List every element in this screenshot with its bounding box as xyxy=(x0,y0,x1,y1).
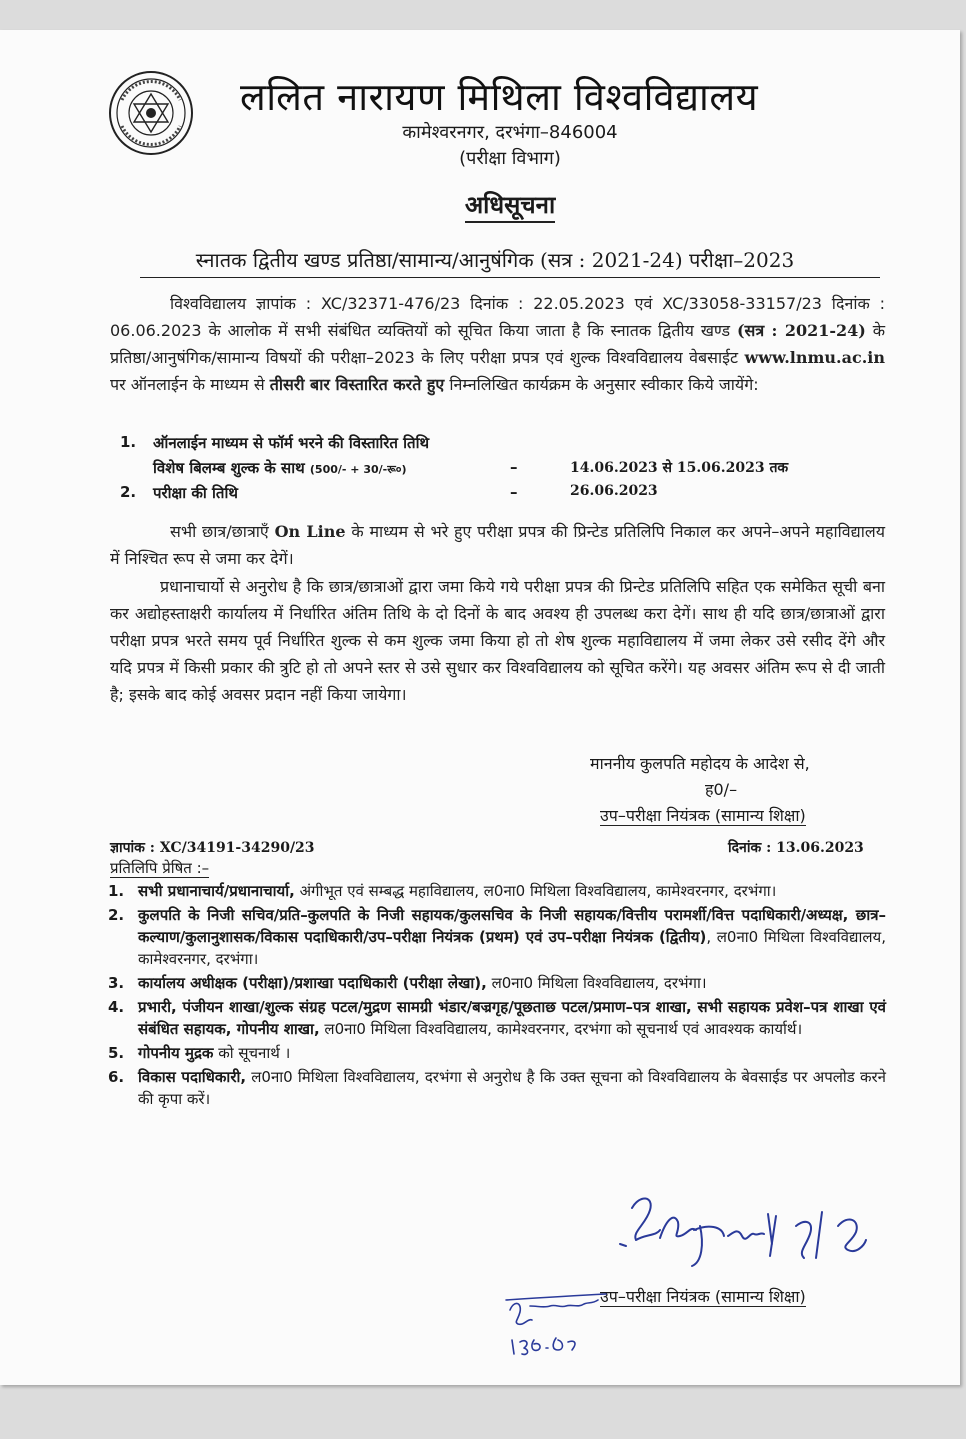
list-item: 4. प्रभारी, पंजीयन शाखा/शुल्क संग्रह पटल/मुद्रण सामग्री भंडार/बज्रगृह/पूछताछ पटल/प्रमाण–पत्र शाखा, सभी सहायक प्रवेश–पत्र शाखा एवं संबंधित सहायक, गोपनीय शाखा, ल0ना0 मिथिला विश्वविद्यालय, कामेश्वरनगर, दरभंगा को सूचनार्थ एवं आवश्यक कार्यार्थ। xyxy=(108,998,886,1038)
schedule-label-2: परीक्षा की तिथि xyxy=(153,484,238,502)
university-seal-icon xyxy=(108,70,194,156)
list-item: 2. कुलपति के निजी सचिव/प्रति–कुलपति के निजी सहायक/कुलसचिव के निजी सहायक/वित्तीय परामर्शी/वित्त पदाधिकारी/अध्यक्ष, छात्र–कल्याण/कुलानुशासक/विकास पदाधिकारी/उप–परीक्षा नियंत्रक (प्रथम) एवं उप–परीक्षा नियंत्रक (द्वितीय), ल0ना0 मिथिला विश्वविद्यालय, कामेश्वरनगर, दरभंगा। xyxy=(108,906,887,968)
schedule-label-1: ऑनलाईन माध्यम से फॉर्म भरने की विस्तारित तिथि xyxy=(153,434,430,452)
paragraph-1: विश्वविद्यालय ज्ञापांक : XC/32371-476/23 दिनांक : 22.05.2023 एवं XC/33058-33157/23 दिनांक : 06.06.2023 के आलोक में सभी संबंधित व्यक्तियों को सूचित किया जाता है कि स्नातक द्वितीय खण्ड (सत्र : 2021-24) के प्रतिष्ठा/आनुषंगिक/सामान्य विषयों की परीक्षा–2023 के लिए परीक्षा प्रपत्र एवं शुल्क विश्वविद्यालय वेबसाईट www.lnmu.ac.in पर ऑनलाईन के माध्यम से तीसरी बार विस्तारित करते हुए निम्नलिखित कार्यक्रम के अनुसार स्वीकार किये जायेंगे: xyxy=(110,294,886,394)
department-name: (परीक्षा विभाग) xyxy=(459,148,561,169)
order-line: माननीय कुलपति महोदय के आदेश से, xyxy=(590,754,810,773)
memo-date: दिनांक : 13.06.2023 xyxy=(728,840,864,856)
paragraph-2: सभी छात्र/छात्राएँ On Line के माध्यम से भरे हुए परीक्षा प्रपत्र की प्रिन्टेड प्रतिलिपि निकाल कर अपने–अपने महाविद्यालय में निश्चित रूप से जमा कर देगें। xyxy=(110,522,886,568)
final-designation: उप–परीक्षा नियंत्रक (सामान्य शिक्षा) xyxy=(600,1287,806,1306)
notice-title: अधिसूचना xyxy=(360,188,660,221)
university-address: कामेश्वरनगर, दरभंगा–846004 xyxy=(402,122,618,143)
list-item: 1. सभी प्रधानाचार्य/प्रधानाचार्या, अंगीभूत एवं सम्बद्ध महाविद्यालय, ल0ना0 मिथिला विश्वविद्यालय, कामेश्वरनगर, दरभंगा। xyxy=(108,882,777,900)
memo-number: ज्ञापांक : XC/34191-34290/23 xyxy=(110,840,315,856)
schedule-value-2: 26.06.2023 xyxy=(570,483,658,499)
schedule-sub-1: विशेष बिलम्ब शुल्क के साथ (500/- + 30/-रू०) xyxy=(153,459,407,477)
signed-mark: ह0/– xyxy=(705,780,738,799)
signatory-designation: उप–परीक्षा नियंत्रक (सामान्य शिक्षा) xyxy=(600,806,806,825)
exam-title: स्नातक द्वितीय खण्ड प्रतिष्ठा/सामान्य/आनुषंगिक (सत्र : 2021-24) परीक्षा–2023 xyxy=(110,246,880,273)
university-name: ललित नारायण मिथिला विश्वविद्यालय xyxy=(240,75,759,119)
schedule-num-1: 1. xyxy=(120,433,137,451)
copy-list xyxy=(108,880,886,1112)
list-item: 3. कार्यालय अधीक्षक (परीक्षा)/प्रशाखा पदाधिकारी (परीक्षा लेखा), ल0ना0 मिथिला विश्वविद्यालय, दरभंगा। xyxy=(108,974,707,992)
document-page xyxy=(0,30,960,1385)
schedule-dash-1: – xyxy=(510,458,518,476)
schedule-value-1: 14.06.2023 से 15.06.2023 तक xyxy=(570,460,789,476)
paragraph-3: प्रधानाचार्यो से अनुरोध है कि छात्र/छात्राओं द्वारा जमा किये गये परीक्षा प्रपत्र की प्रिन्टेड प्रतिलिपि सहित एक समेकित सूची बना कर अद्योहस्ताक्षरी कार्यालय में निर्धारित अंतिम तिथि के दो दिनों के बाद अवश्य ही उपलब्ध करा देगें। साथ ही यदि छात्र/छात्राओं द्वारा परीक्षा प्रपत्र भरते समय पूर्व निर्धारित शुल्क से कम शुल्क जमा किया हो तो शेष शुल्क महाविद्यालय में जमा लेकर उसे रसीद देंगे और यदि प्रपत्र में किसी प्रकार की त्रुटि हो तो अपने स्तर से उसे सुधार कर विश्वविद्यालय को सूचित करेंगे। यह अवसर अंतिम रूप से दी जाती है; इसके बाद कोई अवसर प्रदान नहीं किया जायेगा। xyxy=(110,577,885,704)
list-item: 6. विकास पदाधिकारी, ल0ना0 मिथिला विश्वविद्यालय, दरभंगा से अनुरोध है कि उक्त सूचना को विश्वविद्यालय के बेवसाईड पर अपलोड करने की कृपा करें। xyxy=(108,1068,886,1108)
copy-to-heading: प्रतिलिपि प्रेषित :– xyxy=(110,859,210,877)
schedule-num-2: 2. xyxy=(120,483,137,501)
schedule-dash-2: – xyxy=(510,483,518,501)
list-item: 5. गोपनीय मुद्रक को सूचनार्थ । xyxy=(108,1044,291,1062)
